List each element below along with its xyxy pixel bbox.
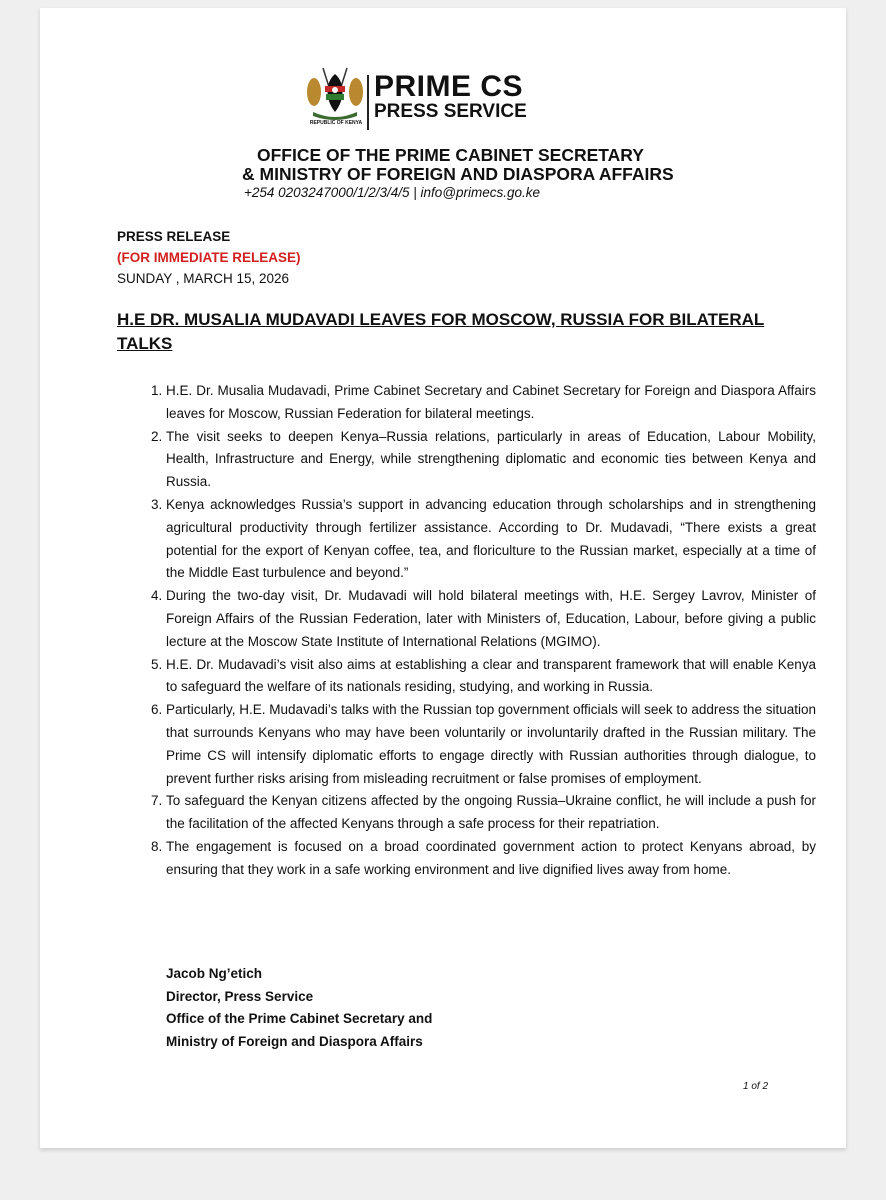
signatory-name: Jacob Ng’etich bbox=[166, 966, 263, 981]
release-type: PRESS RELEASE bbox=[117, 229, 231, 244]
contact-info: +254 0203247000/1/2/3/4/5 | info@primecs.go.ke bbox=[244, 185, 541, 200]
office-line-2: & MINISTRY OF FOREIGN AND DIASPORA AFFAIRS bbox=[242, 164, 674, 184]
list-item: 5. H.E. Dr. Mudavadi’s visit also aims at establishing a clear and transparent framework that will enable Kenya to safeguard the welfare of its nationals residing, studying, and working in Russia. bbox=[166, 654, 816, 700]
signature-block bbox=[166, 963, 432, 1053]
document-page bbox=[40, 8, 846, 1148]
headline: H.E DR. MUSALIA MUDAVADI LEAVES FOR MOSCOW, RUSSIA FOR BILATERAL TALKS bbox=[117, 310, 765, 353]
release-status: (FOR IMMEDIATE RELEASE) bbox=[117, 250, 301, 265]
brand-subtitle: PRESS SERVICE bbox=[374, 101, 527, 122]
signatory-office-2: Ministry of Foreign and Diaspora Affairs bbox=[166, 1033, 423, 1049]
seal-caption: REPUBLIC OF KENYA bbox=[309, 120, 363, 126]
page-number: 1 of 2 bbox=[743, 1081, 769, 1092]
office-line-1: OFFICE OF THE PRIME CABINET SECRETARY bbox=[257, 145, 644, 165]
list-item: 7. To safeguard the Kenyan citizens affected by the ongoing Russia–Ukraine conflict, he will include a push for the facilitation of the affected Kenyans through a safe process for their repatriation. bbox=[166, 790, 816, 836]
brand-title: PRIME CS bbox=[374, 70, 524, 103]
signatory-office-1: Office of the Prime Cabinet Secretary and bbox=[166, 1011, 433, 1026]
signatory-title: Director, Press Service bbox=[166, 988, 314, 1004]
office-heading bbox=[242, 146, 674, 184]
list-item: 2. The visit seeks to deepen Kenya–Russia relations, particularly in areas of Education, Labour Mobility, Health, Infrastructure and Energy, while strengthening diplomatic and economic ties between Kenya and Russia. bbox=[166, 426, 816, 494]
release-date: SUNDAY , MARCH 15, 2026 bbox=[117, 271, 290, 286]
list-item: 4. During the two-day visit, Dr. Mudavadi will hold bilateral meetings with, H.E. Sergey Lavrov, Minister of Foreign Affairs of the Russian Federation, later with Ministers of, Education, Labour, before giving a public lecture at the Moscow State Institute of International Relations (MGIMO). bbox=[166, 585, 816, 653]
release-meta bbox=[117, 226, 301, 289]
points-list bbox=[118, 380, 816, 882]
list-item: 6. Particularly, H.E. Mudavadi’s talks with the Russian top government officials will seek to address the situation that surrounds Kenyans who may have been voluntarily or involuntarily drafted in the Russian military. The Prime CS will intensify diplomatic efforts to engage directly with Russian authorities through dialogue, to prevent further risks arising from misleading recruitment or false promises of employment. bbox=[166, 699, 816, 790]
brand bbox=[374, 72, 527, 122]
list-item: 1. H.E. Dr. Musalia Mudavadi, Prime Cabinet Secretary and Cabinet Secretary for Foreign and Diaspora Affairs leaves for Moscow, Russian Federation for bilateral meetings. bbox=[166, 380, 816, 426]
list-item: 8. The engagement is focused on a broad coordinated government action to protect Kenyans abroad, by ensuring that they work in a safe working environment and live dignified lives away from home. bbox=[166, 836, 816, 882]
list-item: 3. Kenya acknowledges Russia’s support in advancing education through scholarships and in strengthening agricultural productivity through fertilizer assistance. According to Dr. Mudavadi, “There exists a great potential for the export of Kenyan coffee, tea, and floriculture to the Russian market, especially at a time of the Middle East turbulence and beyond.” bbox=[166, 494, 816, 585]
divider bbox=[367, 75, 369, 130]
